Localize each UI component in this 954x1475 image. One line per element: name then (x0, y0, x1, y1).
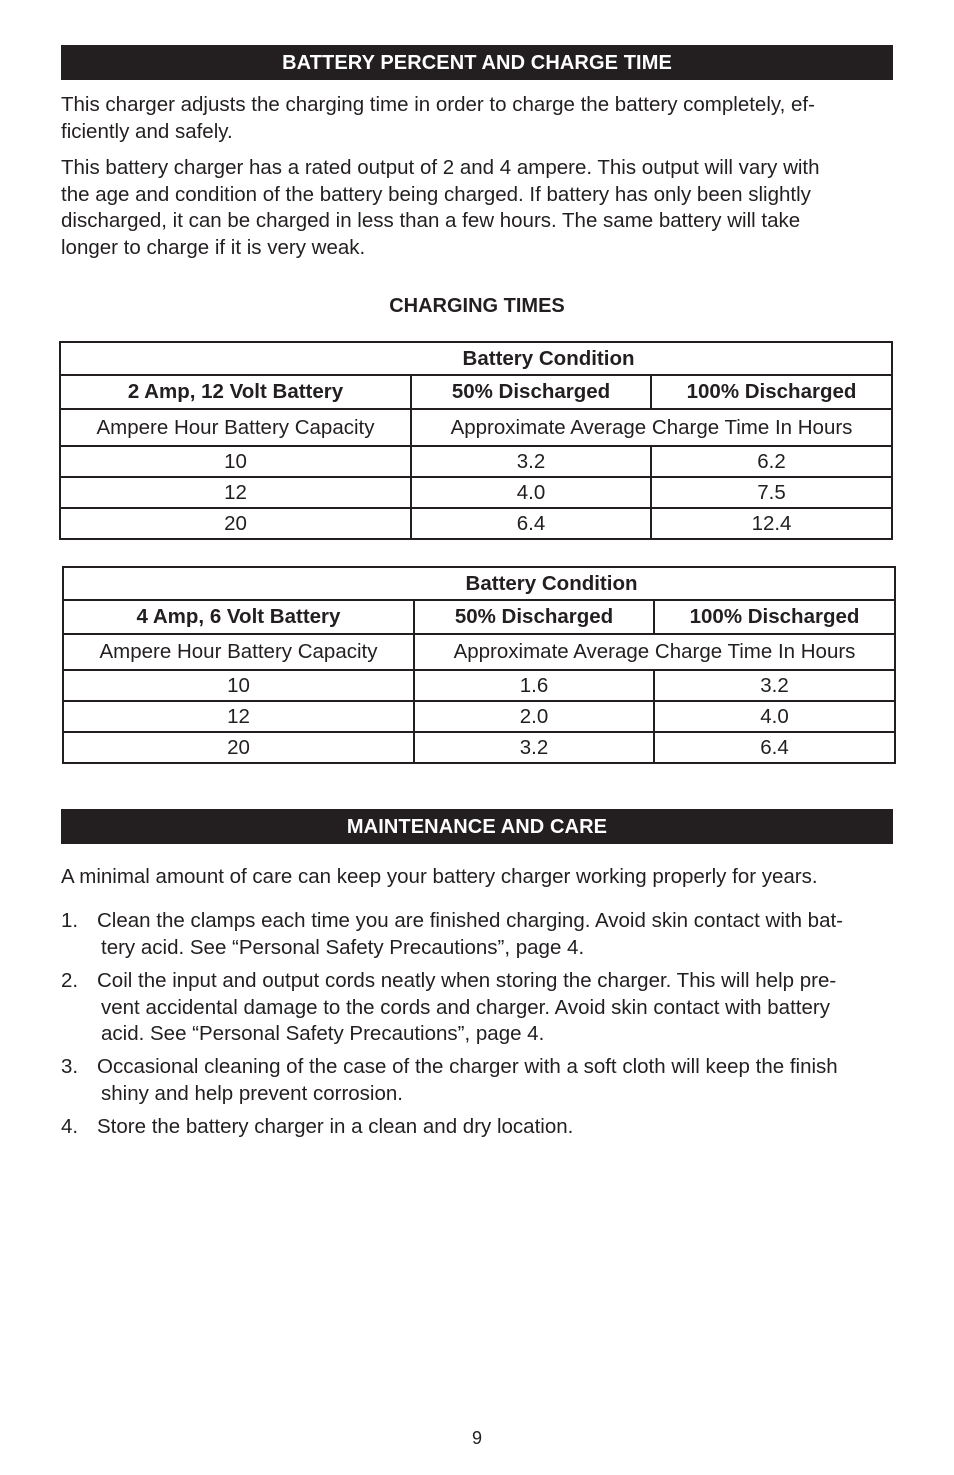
list-item-line: tery acid. See “Personal Safety Precautions”, page 4. (101, 935, 585, 959)
list-item (61, 1054, 891, 1107)
charging-times-heading: CHARGING TIMES (389, 295, 565, 317)
col-50-header: 50% Discharged (411, 375, 651, 409)
full-time-cell: 3.2 (654, 670, 895, 701)
battery-type-header: 4 Amp, 6 Volt Battery (63, 600, 414, 634)
table-row (63, 732, 895, 763)
col-100-header: 100% Discharged (651, 375, 892, 409)
paragraph-line: This battery charger has a rated output of 2 and 4 ampere. This output will vary with (61, 156, 820, 179)
full-time-cell: 12.4 (651, 508, 892, 539)
table-row (63, 701, 895, 732)
capacity-cell: 12 (60, 477, 411, 508)
paragraph-line: A minimal amount of care can keep your battery charger working properly for years. (61, 865, 818, 888)
list-item-text (61, 968, 891, 1048)
full-time-cell: 6.2 (651, 446, 892, 477)
capacity-cell: 20 (63, 732, 414, 763)
capacity-label: Ampere Hour Battery Capacity (60, 409, 411, 446)
list-item-line: Store the battery charger in a clean and dry location. (97, 1115, 574, 1138)
capacity-cell: 20 (60, 508, 411, 539)
list-item-line: vent accidental damage to the cords and charger. Avoid skin contact with battery (101, 995, 830, 1019)
paragraph-maintenance-intro (61, 864, 891, 891)
full-time-cell: 6.4 (654, 732, 895, 763)
list-item-number: 3. (61, 1055, 79, 1078)
charge-time-label: Approximate Average Charge Time In Hours (411, 409, 892, 446)
list-item (61, 908, 891, 961)
table-row (63, 670, 895, 701)
list-item-line: Clean the clamps each time you are finished charging. Avoid skin contact with bat- (97, 909, 843, 932)
page-number: 9 (471, 1428, 482, 1448)
capacity-cell: 10 (60, 446, 411, 477)
table-row (60, 508, 892, 539)
list-item-line: shiny and help prevent corrosion. (101, 1081, 403, 1105)
list-item-number: 1. (61, 909, 79, 932)
section-banner-maintenance (61, 809, 893, 844)
paragraph-line: ficiently and safely. (61, 119, 233, 143)
col-50-header: 50% Discharged (414, 600, 654, 634)
half-time-cell: 2.0 (414, 701, 654, 732)
list-item-line: acid. See “Personal Safety Precautions”, page 4. (101, 1022, 545, 1045)
paragraph-line: the age and condition of the battery being charged. If battery has only been slightly (61, 182, 811, 206)
battery-condition-header: Battery Condition (63, 567, 895, 600)
half-time-cell: 3.2 (411, 446, 651, 477)
paragraph-line: This charger adjusts the charging time in order to charge the battery completely, ef- (61, 93, 815, 116)
list-item-text (61, 908, 891, 961)
list-item (61, 1114, 891, 1141)
paragraph-output (61, 155, 891, 261)
half-time-cell: 4.0 (411, 477, 651, 508)
list-item-line: Coil the input and output cords neatly when storing the charger. This will help pre- (97, 969, 837, 992)
section-banner-charge-time (61, 45, 893, 80)
charging-table-4amp (62, 566, 896, 764)
battery-condition-header: Battery Condition (60, 342, 892, 375)
half-time-cell: 6.4 (411, 508, 651, 539)
half-time-cell: 3.2 (414, 732, 654, 763)
capacity-cell: 12 (63, 701, 414, 732)
table-row (60, 477, 892, 508)
list-item-text (61, 1054, 891, 1107)
list-item-text (61, 1114, 891, 1141)
charge-time-label: Approximate Average Charge Time In Hours (414, 634, 895, 670)
table-row (60, 446, 892, 477)
list-item-number: 4. (61, 1115, 79, 1138)
charging-table-2amp (59, 341, 893, 540)
capacity-cell: 10 (63, 670, 414, 701)
full-time-cell: 7.5 (651, 477, 892, 508)
full-time-cell: 4.0 (654, 701, 895, 732)
section-title: MAINTENANCE AND CARE (346, 816, 608, 838)
section-title: BATTERY PERCENT AND CHARGE TIME (282, 52, 672, 74)
half-time-cell: 1.6 (414, 670, 654, 701)
paragraph-line: discharged, it can be charged in less than a few hours. The same battery will take (61, 209, 801, 232)
paragraph-intro (61, 92, 891, 145)
col-100-header: 100% Discharged (654, 600, 895, 634)
list-item-number: 2. (61, 969, 79, 992)
list-item (61, 968, 891, 1048)
battery-type-header: 2 Amp, 12 Volt Battery (60, 375, 411, 409)
capacity-label: Ampere Hour Battery Capacity (63, 634, 414, 670)
list-item-line: Occasional cleaning of the case of the charger with a soft cloth will keep the finish (97, 1055, 838, 1078)
paragraph-line: longer to charge if it is very weak. (61, 235, 366, 259)
